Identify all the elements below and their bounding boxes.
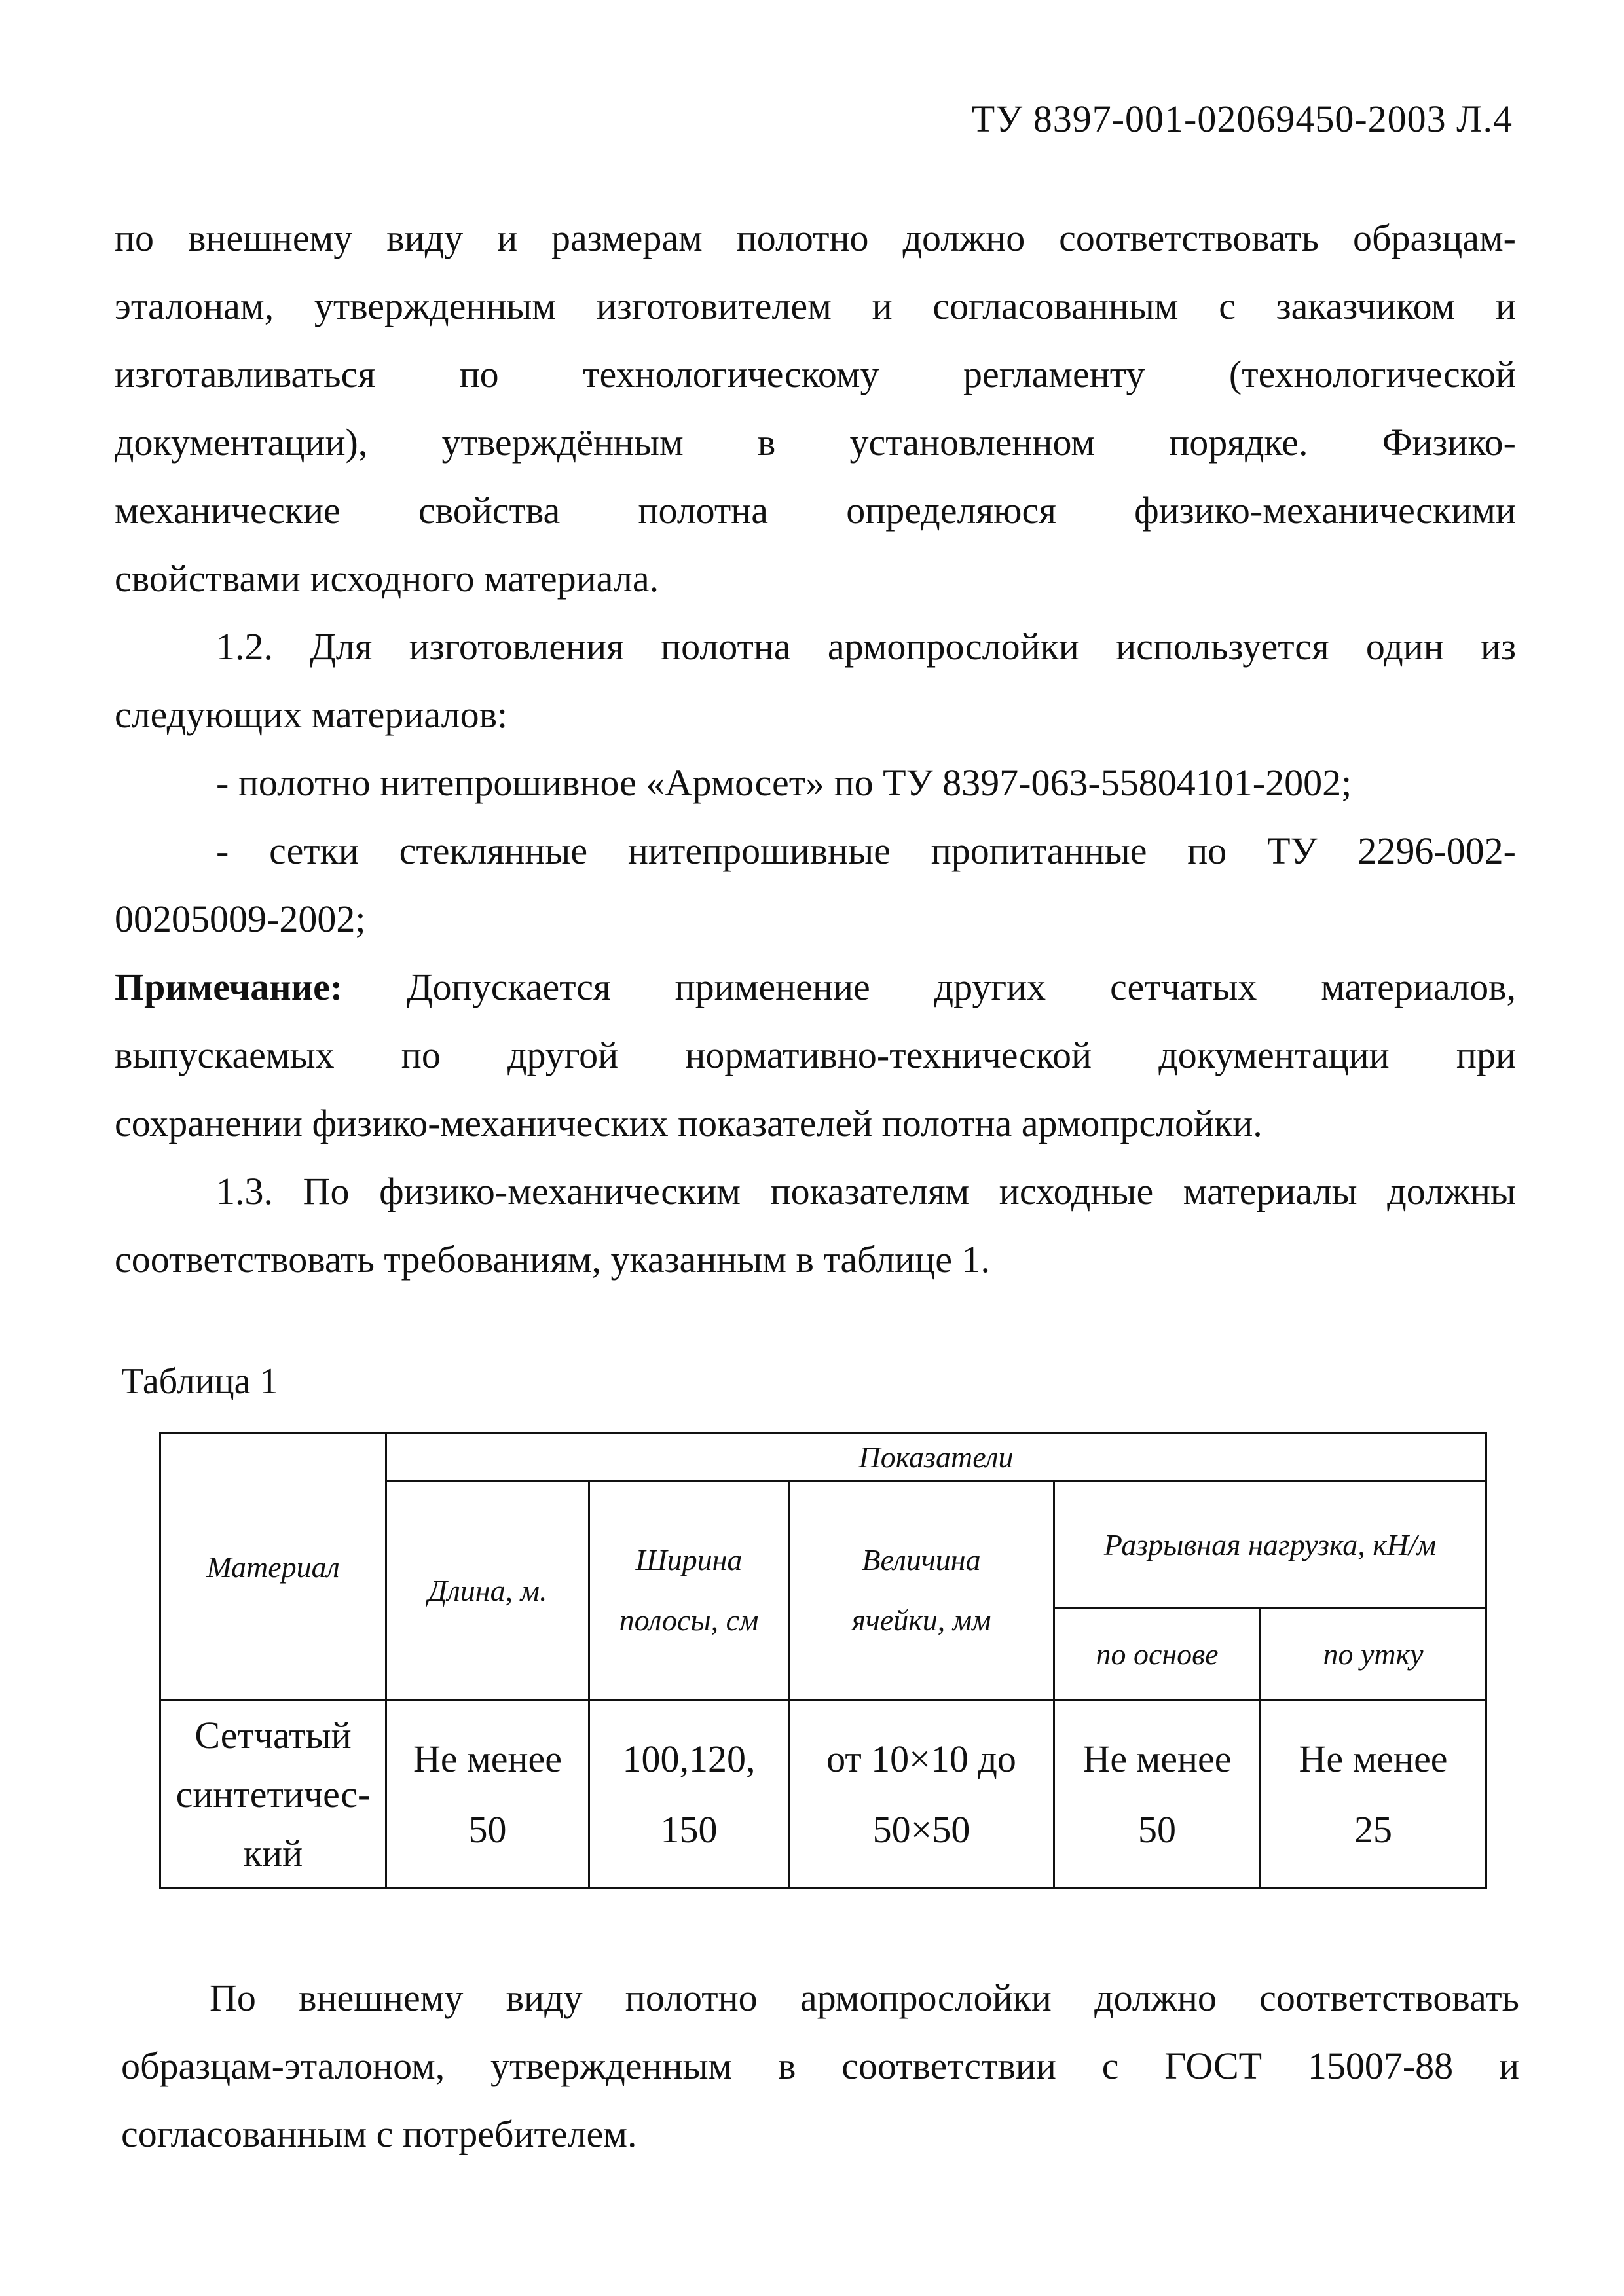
note-line: сохранении физико-механических показателей полотна армопрслойки. (115, 1102, 1263, 1144)
list-item: - полотно нитепрошивное «Армосет» по ТУ 8397-063-55804101-2002; (216, 761, 1352, 804)
cell-length-line2: 50 (468, 1808, 507, 1851)
cell-size-line1: от 10×10 до (826, 1737, 1016, 1780)
header-width (589, 1481, 789, 1700)
header-warp: по основе (1054, 1609, 1261, 1700)
paragraph-1-2 (115, 613, 1516, 749)
requirements-table (159, 1432, 1487, 1889)
cell-material-line3: кий (243, 1831, 303, 1874)
cell-material-line1: Сетчатый (194, 1713, 352, 1757)
cell-length-line1: Не менее (413, 1737, 563, 1780)
header-cell-size (789, 1481, 1054, 1700)
table-row (160, 1700, 1486, 1889)
header-cell-line2: ячейки, мм (851, 1603, 991, 1637)
text-line: образцам-эталоном, утвержденным в соответствии с ГОСТ 15007-88 и (121, 2045, 1519, 2087)
list-item: - сетки стеклянные нитепрошивные пропитанные по ТУ 2296-002- (216, 829, 1516, 872)
text-line: изготавливаться по технологическому регламенту (технологической (115, 353, 1516, 395)
text-line: свойствами исходного материала. (115, 557, 659, 600)
note-label: Примечание: (115, 966, 343, 1008)
cell-weft-line1: Не менее (1299, 1737, 1448, 1780)
text-line: по внешнему виду и размерам полотно должно соответствовать образцам- (115, 217, 1516, 259)
note (115, 953, 1516, 1157)
text-line: соответствовать требованиям, указанным в таблице 1. (115, 1238, 991, 1281)
header-width-line1: Ширина (635, 1543, 743, 1576)
text-line: согласованным с потребителем. (121, 2113, 637, 2155)
cell-width-line1: 100,120, (622, 1737, 756, 1780)
cell-width (589, 1700, 789, 1889)
text-line: эталонам, утвержденным изготовителем и согласованным с заказчиком и (115, 285, 1516, 327)
text-line: По внешнему виду полотно армопрослойки должно соответствовать (210, 1977, 1519, 2019)
paragraph-appearance (115, 204, 1516, 613)
list-item-continuation: 00205009-2002; (115, 898, 366, 940)
header-cell-line1: Величина (862, 1543, 981, 1576)
header-breaking-load: Разрывная нагрузка, кН/м (1054, 1481, 1486, 1609)
text-line: 1.3. По физико-механическим показателям исходные материалы должны (216, 1170, 1516, 1212)
paragraph-appearance-standard (121, 1964, 1519, 2168)
table-caption: Таблица 1 (121, 1361, 278, 1402)
cell-length (386, 1700, 589, 1889)
cell-width-line2: 150 (660, 1808, 718, 1851)
header-width-line2: полосы, см (619, 1603, 759, 1637)
note-line (115, 953, 1516, 1021)
cell-warp (1054, 1700, 1261, 1889)
document-number: ТУ 8397-001-02069450-2003 Л.4 (971, 98, 1513, 140)
text-line: следующих материалов: (115, 693, 508, 736)
text-line: механические свойства полотна определяюся физико-механическими (115, 489, 1516, 532)
note-line: выпускаемых по другой нормативно-технической документации при (115, 1034, 1516, 1076)
paragraph-1-3 (115, 1157, 1516, 1294)
cell-material (160, 1700, 386, 1889)
header-material: Материал (160, 1434, 386, 1700)
cell-warp-line1: Не менее (1082, 1737, 1232, 1780)
text-line: документации), утверждённым в установленном порядке. Физико- (115, 421, 1516, 464)
text-line: 1.2. Для изготовления полотна армопрослойки используется один из (216, 625, 1516, 668)
cell-weft (1261, 1700, 1486, 1889)
header-indicators: Показатели (386, 1434, 1486, 1481)
cell-cell-size (789, 1700, 1054, 1889)
note-text: Допускается применение других сетчатых материалов, (407, 966, 1516, 1008)
cell-size-line2: 50×50 (872, 1808, 970, 1851)
cell-warp-line2: 50 (1138, 1808, 1176, 1851)
header-length: Длина, м. (386, 1481, 589, 1700)
header-weft: по утку (1261, 1609, 1486, 1700)
materials-list (115, 749, 1516, 953)
cell-weft-line2: 25 (1354, 1808, 1393, 1851)
cell-material-line2: синтетичес- (175, 1772, 371, 1815)
